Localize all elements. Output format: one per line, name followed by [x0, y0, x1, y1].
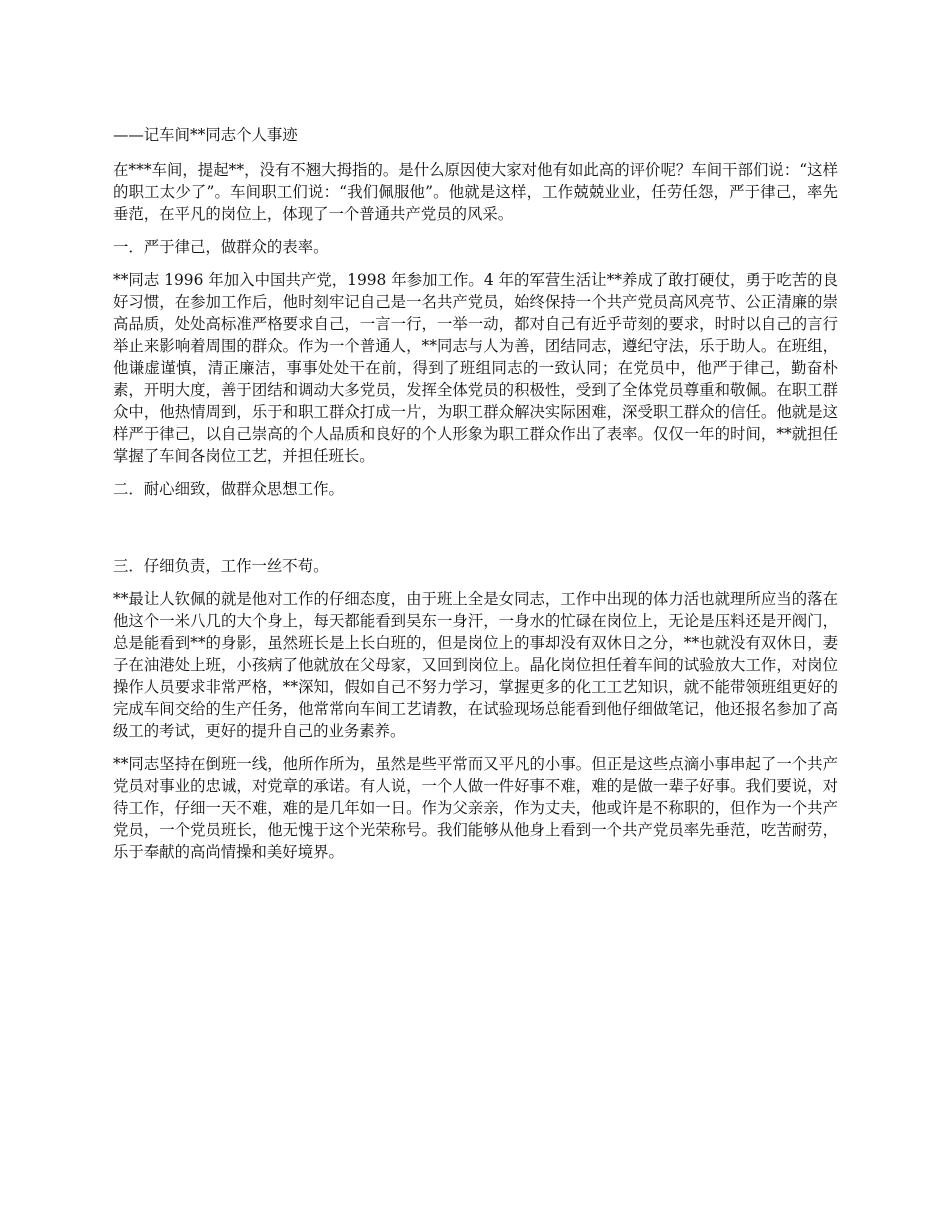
- section-3-body-1: **最让人钦佩的就是他对工作的仔细态度，由于班上全是女同志，工作中出现的体力活也就理所应当的落在他这个一米八几的大个身上，每天都能看到吴东一身汗，一身水的忙碌在岗位上，无论是压料还是开阀门，总是能看到**的身影，虽然班长是上长白班的，但是岗位上的事却没有双休日之分，**也就没有双休日，妻子在油港处上班，小孩病了他就放在父母家，又回到岗位上。晶化岗位担任着车间的试验放大工作，对岗位操作人员要求非常严格，**深知，假如自己不努力学习，掌握更多的化工工艺知识，就不能带领班组更好的完成车间交给的生产任务，他常常向车间工艺请教，在试验现场总能看到他仔细做笔记，他还报名参加了高级工的考试，更好的提升自己的业务素养。: [113, 590, 838, 740]
- section-1-body: **同志 1996 年加入中国共产党，1998 年参加工作。4 年的军营生活让**养成了敢打硬仗，勇于吃苦的良好习惯，在参加工作后，他时刻牢记自己是一名共产党员，始终保持一个共产党员高风亮节、公正清廉的崇高品质，处处高标准严格要求自己，一言一行，一举一动，都对自己有近乎苛刻的要求，时时以自己的言行举止来影响着周围的群众。作为一个普通人，**同志与人为善，团结同志，遵纪守法，乐于助人。在班组，他谦虚谨慎，清正廉洁，事事处处干在前，得到了班组同志的一致认同；在党员中，他严于律己，勤奋朴素，开明大度，善于团结和调动大多党员，发挥全体党员的积极性，受到了全体党员尊重和敬佩。在职工群众中，他热情周到，乐于和职工群众打成一片，为职工群众解决实际困难，深受职工群众的信任。他就是这样严于律己，以自己崇高的个人品质和良好的个人形象为职工群众作出了表率。仅仅一年的时间，**就担任掌握了车间各岗位工艺，并担任班长。: [113, 271, 838, 465]
- section-1-heading: 一．严于律己，做群众的表率。: [113, 238, 329, 256]
- document-subtitle: ——记车间**同志个人事迹: [113, 126, 298, 144]
- section-2-empty-body: [113, 511, 838, 555]
- intro-paragraph: 在***车间，提起**，没有不翘大拇指的。是什么原因使大家对他有如此高的评价呢？车间干部们说：“这样的职工太少了”。车间职工们说：“我们佩服他”。他就是这样，工作兢兢业业，任劳任怨，严于律己，率先垂范，在平凡的岗位上，体现了一个普通共产党员的风采。: [113, 161, 838, 223]
- section-3-body-2: **同志坚持在倒班一线，他所作所为，虽然是些平常而又平凡的小事。但正是这些点滴小事串起了一个共产党员对事业的忠诚，对党章的承诺。有人说，一个人做一件好事不难，难的是做一辈子好事。我们要说，对待工作，仔细一天不难，难的是几年如一日。作为父亲亲，作为丈夫，他或许是不称职的，但作为一个共产党员，一个党员班长，他无愧于这个光荣称号。我们能够从他身上看到一个共产党员率先垂范，吃苦耐劳，乐于奉献的高尚情操和美好境界。: [113, 755, 838, 861]
- section-3-heading: 三．仔细负责，工作一丝不苟。: [113, 557, 329, 575]
- document-page: [113, 124, 838, 874]
- section-2-heading: 二．耐心细致，做群众思想工作。: [113, 480, 344, 498]
